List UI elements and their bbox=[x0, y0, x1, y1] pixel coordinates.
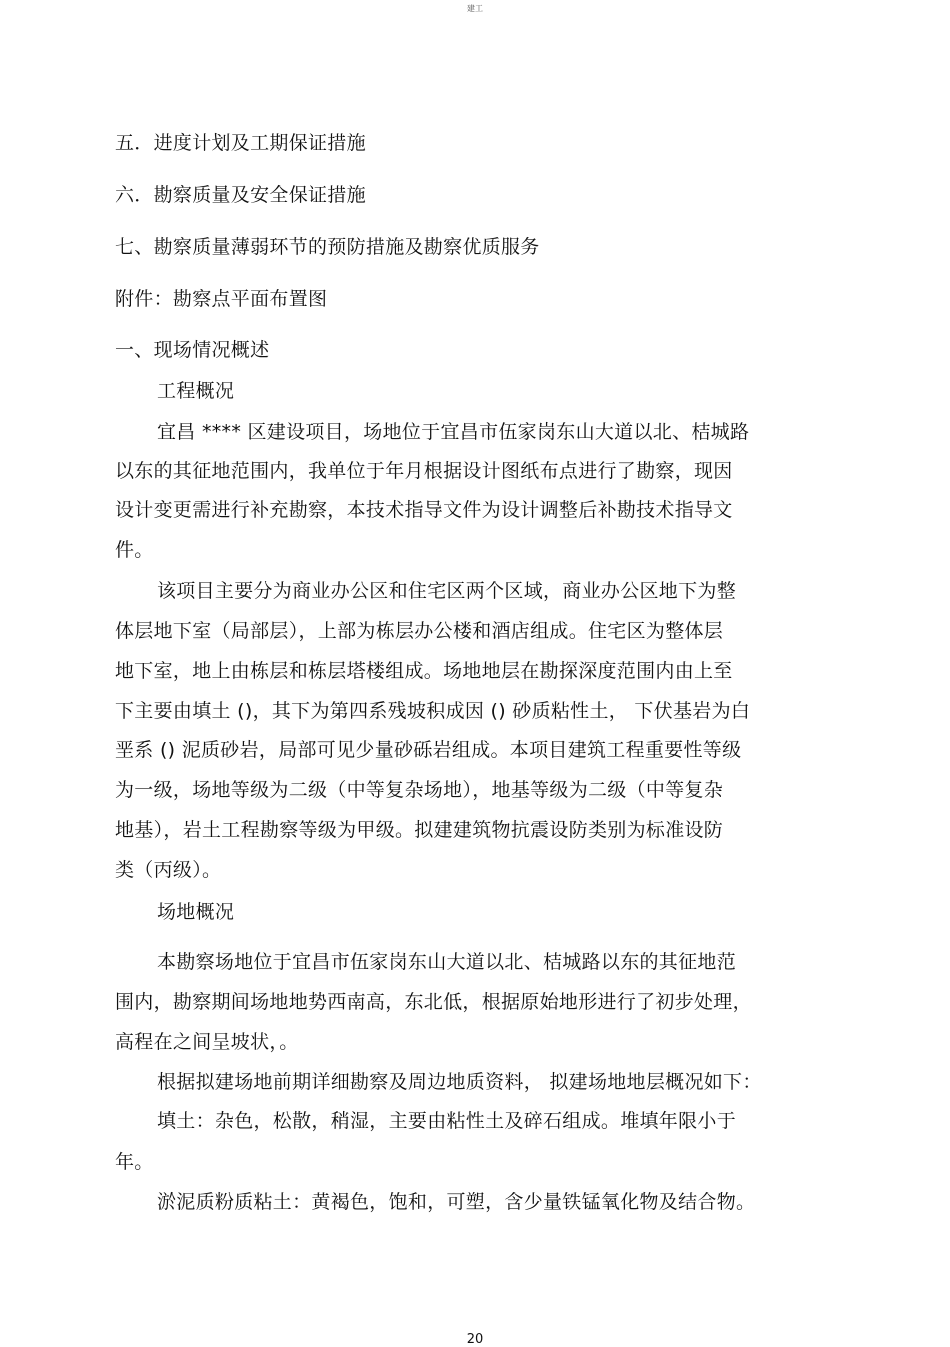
toc-item: 附件：勘察点平面布置图 bbox=[115, 288, 328, 310]
paragraph-line: 高程在之间呈坡状，。 bbox=[115, 1031, 299, 1053]
subsection-title: 场地概况 bbox=[157, 901, 235, 923]
paragraph-line: 以东的其征地范围内，我单位于年月根据设计图纸布点进行了勘察，现因 bbox=[115, 460, 733, 482]
paragraph-line: 宜昌 **** 区建设项目，场地位于宜昌市伍家岗东山大道以北、桔城路 bbox=[157, 421, 750, 443]
paragraph-line: 该项目主要分为商业办公区和住宅区两个区域，商业办公区地下为整 bbox=[157, 580, 737, 602]
paragraph-line: 根据拟建场地前期详细勘察及周边地质资料， 拟建场地地层概况如下： bbox=[157, 1071, 762, 1093]
toc-item: 五．进度计划及工期保证措施 bbox=[115, 132, 366, 154]
paragraph-line: 下主要由填土 ()，其下为第四系残坡积成因 () 砂质粘性土， 下伏基岩为白 bbox=[115, 700, 751, 722]
paragraph-line: 年。 bbox=[115, 1151, 154, 1173]
paragraph-line: 本勘察场地位于宜昌市伍家岗东山大道以北、桔城路以东的其征地范 bbox=[157, 951, 737, 973]
paragraph-line: 件。 bbox=[115, 539, 154, 561]
page-number: 20 bbox=[466, 1332, 484, 1347]
paragraph-line: 体层地下室（局部层），上部为栋层办公楼和酒店组成。住宅区为整体层 bbox=[115, 620, 724, 642]
page-header: 建工 bbox=[467, 4, 483, 13]
paragraph-line: 设计变更需进行补充勘察，本技术指导文件为设计调整后补勘技术指导文 bbox=[115, 499, 733, 521]
paragraph-line: 为一级，场地等级为二级（中等复杂场地），地基等级为二级（中等复杂 bbox=[115, 779, 724, 801]
paragraph-line: 地基），岩土工程勘察等级为甲级。拟建建筑物抗震设防类别为标准设防 bbox=[115, 819, 724, 841]
paragraph-line: 淤泥质粉质粘土：黄褐色，饱和，可塑，含少量铁锰氧化物及结合物。 bbox=[157, 1191, 756, 1213]
section-title: 一、现场情况概述 bbox=[115, 339, 270, 361]
paragraph-line: 垩系 () 泥质砂岩，局部可见少量砂砾岩组成。本项目建筑工程重要性等级 bbox=[115, 739, 742, 761]
paragraph-line: 类（丙级）。 bbox=[115, 859, 222, 881]
subsection-title: 工程概况 bbox=[157, 380, 235, 402]
paragraph-line: 填土：杂色，松散，稍湿，主要由粘性土及碎石组成。堆填年限小于 bbox=[157, 1110, 737, 1132]
paragraph-line: 地下室，地上由栋层和栋层塔楼组成。场地地层在勘探深度范围内由上至 bbox=[115, 660, 733, 682]
paragraph-line: 围内，勘察期间场地地势西南高，东北低，根据原始地形进行了初步处理， bbox=[115, 991, 752, 1013]
toc-item: 六．勘察质量及安全保证措施 bbox=[115, 184, 366, 206]
toc-item: 七、勘察质量薄弱环节的预防措施及勘察优质服务 bbox=[115, 236, 540, 258]
